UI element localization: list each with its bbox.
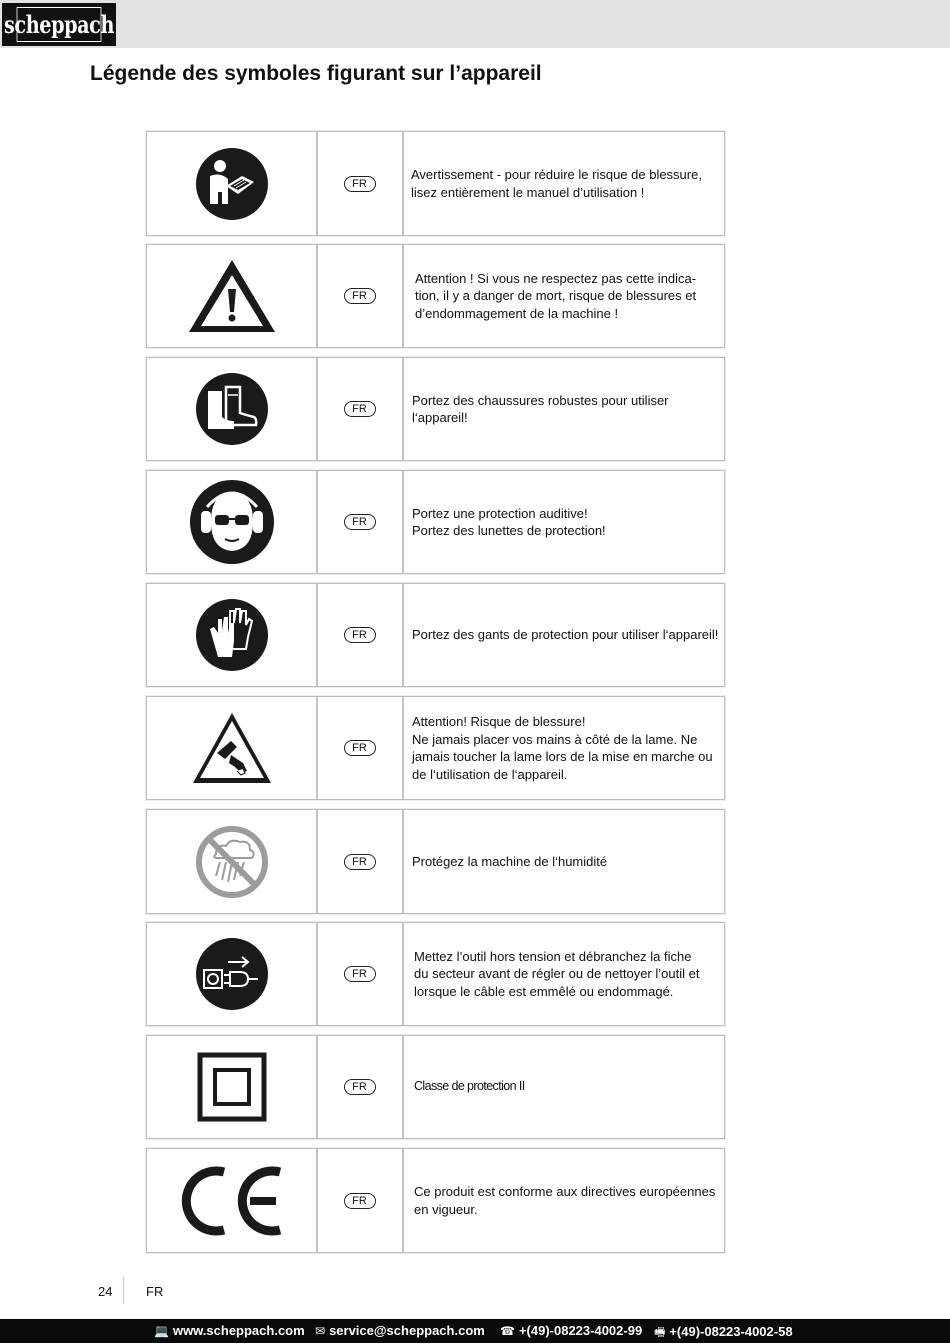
page-number: 24	[98, 1284, 113, 1299]
no-rain-icon	[194, 824, 270, 900]
footer-divider	[123, 1277, 124, 1304]
symbol-cell	[147, 358, 318, 460]
lang-badge: FR	[344, 288, 376, 304]
lang-cell	[317, 358, 404, 460]
lang-badge: FR	[344, 1193, 376, 1209]
lang-cell	[317, 923, 404, 1025]
symbol-description: Classe de protection II	[414, 1079, 525, 1094]
symbol-cell	[147, 810, 318, 913]
lang-cell	[317, 584, 404, 686]
phone-icon: ☎	[500, 1324, 515, 1338]
lang-badge: FR	[344, 176, 376, 192]
page-title: Légende des symboles figurant sur l’appareil	[90, 62, 542, 85]
lang-badge: FR	[344, 1079, 376, 1095]
symbol-cell	[147, 584, 318, 686]
contact-bar	[0, 1319, 950, 1343]
unplug-icon	[194, 936, 270, 1012]
lang-badge: FR	[344, 514, 376, 530]
fax-link[interactable]	[654, 1323, 793, 1344]
symbol-description: Protégez la machine de l‘humidité	[412, 853, 608, 869]
symbol-row	[146, 131, 725, 236]
symbol-row	[146, 1148, 725, 1253]
protective-gloves-icon	[194, 597, 270, 673]
fax-icon: 🖷	[654, 1325, 666, 1339]
phone-text: +(49)-08223-4002-99	[518, 1323, 643, 1338]
symbol-cell	[147, 471, 318, 573]
symbol-row	[146, 470, 725, 574]
lang-badge: FR	[344, 401, 376, 417]
fax-text: +(49)-08223-4002-58	[669, 1324, 793, 1339]
website-text: www.scheppach.com	[172, 1323, 305, 1338]
computer-icon: 💻	[154, 1324, 169, 1338]
symbol-description: Ce produit est conforme aux directives européennes en vigueur.	[414, 1184, 716, 1217]
symbol-description: Avertissement - pour réduire le risque de blessure, lisez entièrement le manuel d’utilisation !	[411, 167, 702, 200]
safety-boots-icon	[194, 371, 270, 447]
class-ii-icon	[197, 1052, 267, 1122]
symbol-row	[146, 583, 725, 687]
logo-text: scheppach	[17, 7, 102, 42]
symbol-description: Portez des chaussures robustes pour utiliser l‘appareil!	[412, 392, 669, 425]
symbol-description: Attention! Risque de blessure! Ne jamais placer vos mains à côté de la lame. Ne jamais toucher la lame lors de la mise en marche ou de l‘utilisation de l‘appareil.	[412, 714, 713, 782]
lang-cell	[317, 1149, 404, 1252]
email-text: service@scheppach.com	[329, 1323, 485, 1338]
footer-language: FR	[146, 1284, 164, 1299]
symbol-description: Portez une protection auditive! Portez des lunettes de protection!	[412, 505, 606, 538]
lang-cell	[317, 132, 404, 235]
symbol-cell	[147, 923, 318, 1025]
mail-icon: ✉	[315, 1324, 326, 1338]
symbol-description: Mettez l’outil hors tension et débranchez la fiche du secteur avant de régler ou de nettoyer l’outil et lorsque le câble est emmêlé ou endommagé.	[414, 948, 700, 999]
lang-cell	[317, 245, 404, 347]
blade-hand-warning-icon	[191, 711, 273, 785]
lang-badge: FR	[344, 966, 376, 982]
symbol-cell	[147, 697, 318, 799]
lang-cell	[317, 471, 404, 573]
scheppach-logo	[2, 3, 116, 46]
lang-cell	[317, 1036, 404, 1138]
lang-cell	[317, 697, 404, 799]
symbol-cell	[147, 1149, 318, 1252]
symbol-cell	[147, 245, 318, 347]
symbol-row	[146, 357, 725, 461]
lang-badge: FR	[344, 740, 376, 756]
lang-cell	[317, 810, 404, 913]
symbol-row	[146, 244, 725, 348]
symbol-row	[146, 1035, 725, 1139]
read-manual-icon	[194, 146, 270, 222]
email-link[interactable]	[315, 1323, 485, 1338]
phone-link[interactable]	[500, 1323, 642, 1338]
ce-mark-icon	[180, 1164, 284, 1238]
symbol-row	[146, 696, 725, 800]
header-bar	[0, 0, 950, 48]
symbol-row	[146, 809, 725, 914]
symbol-cell	[147, 132, 318, 235]
lang-badge: FR	[344, 854, 376, 870]
warning-triangle-icon	[186, 256, 278, 336]
symbol-cell	[147, 1036, 318, 1138]
lang-badge: FR	[344, 627, 376, 643]
symbol-description: Portez des gants de protection pour utiliser l‘appareil!	[412, 627, 719, 643]
website-link[interactable]	[154, 1323, 305, 1338]
symbol-description: Attention ! Si vous ne respectez pas cette indica- tion, il y a danger de mort, risque de blessures et d’endommagement de la machine !	[415, 270, 697, 321]
symbol-row	[146, 922, 725, 1026]
ear-eye-protection-icon	[189, 477, 275, 567]
